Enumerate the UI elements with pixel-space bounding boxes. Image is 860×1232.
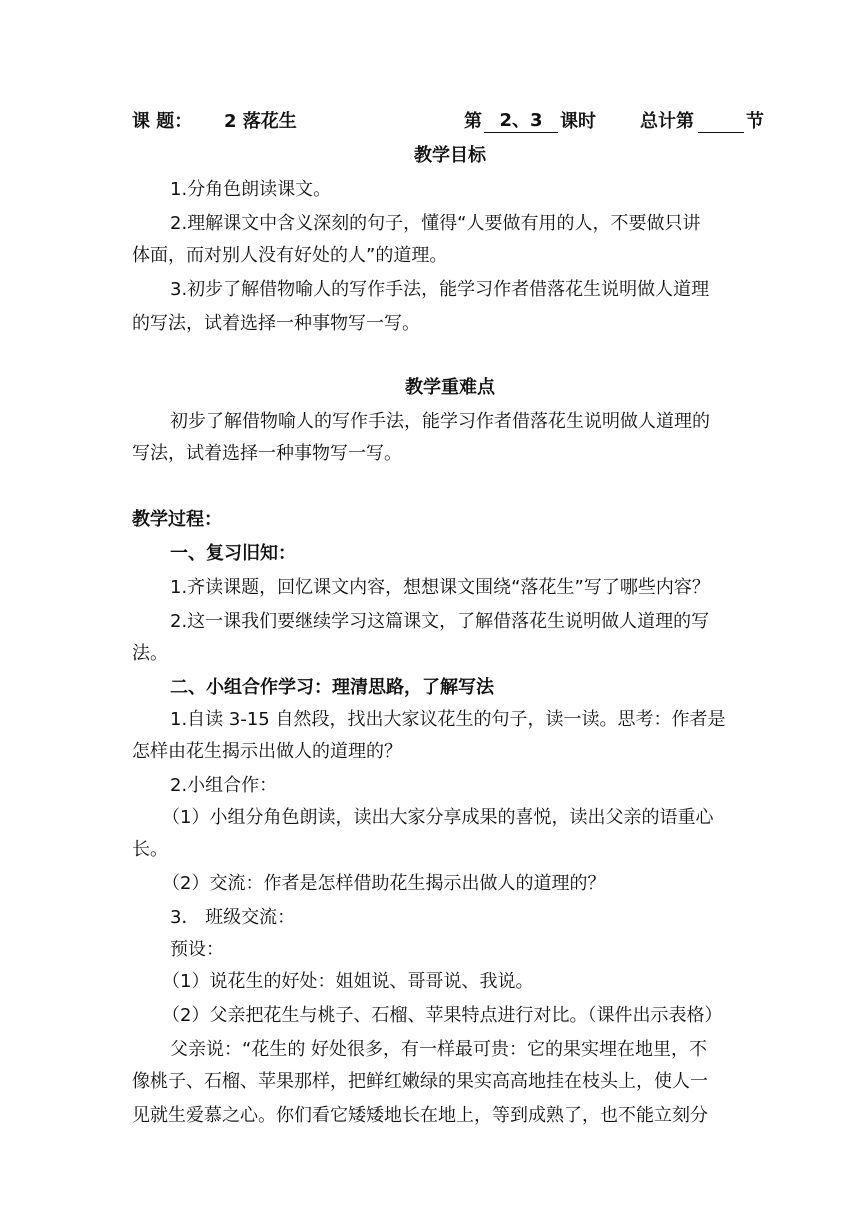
s1-item1: 1.齐读课题，回忆课文内容，想想课文围绕“落花生”写了哪些内容？ [170,577,710,598]
key-points-line2: 写法，试着选择一种事物写一写。 [132,443,402,464]
s1-item2-line2: 法。 [132,643,168,664]
period-prefix: 第 [464,111,482,132]
lesson-header [132,110,772,136]
s2-sub1-line1: （1）小组分角色朗读，读出大家分享成果的喜悦，读出父亲的语重心 [162,807,714,828]
s2-item3: 3． 班级交流： [170,907,296,928]
total-suffix: 节 [746,111,764,132]
father-quote-line2: 像桃子、石榴、苹果那样，把鲜红嫩绿的果实高高地挂在枝头上，使人一 [132,1071,708,1092]
key-points-line1: 初步了解借物喻人的写作手法，能学习作者借落花生说明做人道理的 [170,411,710,432]
preset-label: 预设： [170,939,224,960]
header-label: 课 题： [132,111,193,132]
preset-1: （1）说花生的好处：姐姐说、哥哥说、我说。 [162,971,534,992]
objectives-heading: 教学目标 [414,145,486,166]
total-prefix: 总计第 [640,111,694,132]
preset-2: （2）父亲把花生与桃子、石榴、苹果特点进行对比。（课件出示表格） [162,1005,723,1026]
s2-sub2: （2）交流：作者是怎样借助花生揭示出做人的道理的？ [162,873,606,894]
lesson-title: 2 落花生 [224,111,297,132]
s2-item2: 2.小组合作： [170,775,278,796]
total-value [698,110,744,133]
key-points-heading: 教学重难点 [405,377,495,398]
objective-2-line2: 体面，而对别人没有好处的人”的道理。 [132,245,448,266]
father-quote-line1: 父亲说：“花生的 好处很多，有一样最可贵：它的果实埋在地里，不 [170,1039,708,1060]
s2-item1-line1: 1.自读 3-15 自然段，找出大家议花生的句子，读一读。思考：作者是 [170,709,726,730]
section2-title: 二、小组合作学习：理清思路，了解写法 [170,677,494,698]
s2-item1-line2: 怎样由花生揭示出做人的道理的？ [132,741,402,762]
objective-3-line1: 3.初步了解借物喻人的写作手法，能学习作者借落花生说明做人道理 [170,279,710,300]
section1-title: 一、复习旧知： [170,543,296,564]
process-heading: 教学过程： [132,509,222,530]
period-value: 2、3 [484,110,558,133]
objective-2-line1: 2.理解课文中含义深刻的句子，懂得“人要做有用的人，不要做只讲 [170,213,701,234]
objective-1: 1.分角色朗读课文。 [170,179,332,200]
objective-3-line2: 的写法，试着选择一种事物写一写。 [132,313,420,334]
father-quote-line3: 见就生爱慕之心。你们看它矮矮地长在地上，等到成熟了，也不能立刻分 [132,1105,708,1126]
s1-item2-line1: 2.这一课我们要继续学习这篇课文，了解借落花生说明做人道理的写 [170,611,710,632]
s2-sub1-line2: 长。 [132,839,168,860]
period-suffix: 课时 [560,111,596,132]
